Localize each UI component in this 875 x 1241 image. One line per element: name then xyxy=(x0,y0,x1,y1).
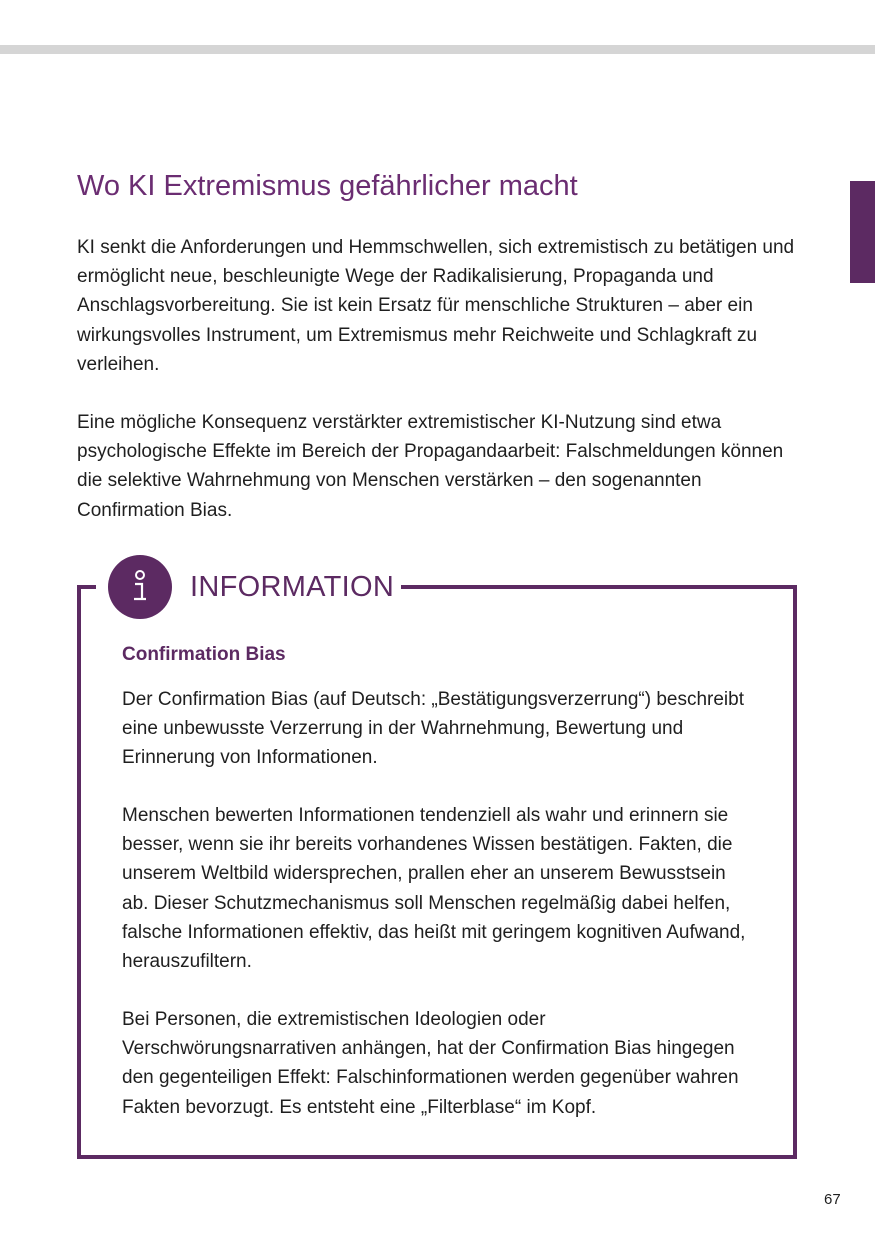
information-box-title: INFORMATION xyxy=(190,571,395,603)
information-box-subtitle: Confirmation Bias xyxy=(122,644,286,665)
top-rule xyxy=(0,45,875,54)
body-paragraph-1: KI senkt die Anforderungen und Hemmschwellen, sich extremistisch zu betätigen und ermöglicht neue, beschleunigte Wege der Radikalisierung, Propaganda und Anschlagsvorbereitung. Sie ist kein Ersatz für menschliche Strukturen – aber ein wirkungsvolles Instrument, um Extremismus mehr Reichweite und Schlagkraft zu verleihen. xyxy=(77,237,795,375)
info-icon xyxy=(108,555,172,619)
body-paragraph-2: Eine mögliche Konsequenz verstärkter extremistischer KI-Nutzung sind etwa psychologische Effekte im Bereich der Propagandaarbeit: Falschmeldungen können die selektive Wahrnehmung von Menschen verstärken – den sogenannten Confirmation Bias. xyxy=(77,412,784,521)
information-paragraph-1: Der Confirmation Bias (auf Deutsch: „Bestätigungsverzerrung“) beschreibt eine unbewusste Verzerrung in der Wahrnehmung, Bewertung und Erinnerung von Informationen. xyxy=(122,689,744,769)
chapter-tab-marker xyxy=(850,181,875,283)
section-heading: Wo KI Extremismus gefährlicher macht xyxy=(77,170,578,202)
page-number: 67 xyxy=(824,1191,841,1208)
information-paragraph-2: Menschen bewerten Informationen tendenziell als wahr und erinnern sie besser, wenn sie ihr bereits vorhandenes Wissen bestätigen. Fakten, die unserem Weltbild widersprechen, prallen eher an unserem Bewusstsein ab. Dieser Schutzmechanismus soll Menschen regelmäßig dabei helfen, falsche Informationen effektiv, das heißt mit geringem kognitiven Aufwand, herauszufiltern. xyxy=(122,805,746,973)
information-paragraph-3: Bei Personen, die extremistischen Ideologien oder Verschwörungsnarrativen anhängen, hat der Confirmation Bias hingegen den gegenteiligen Effekt: Falschinformationen werden gegenüber wahren Fakten bevorzugt. Es entsteht eine „Filterblase“ im Kopf. xyxy=(122,1009,739,1118)
